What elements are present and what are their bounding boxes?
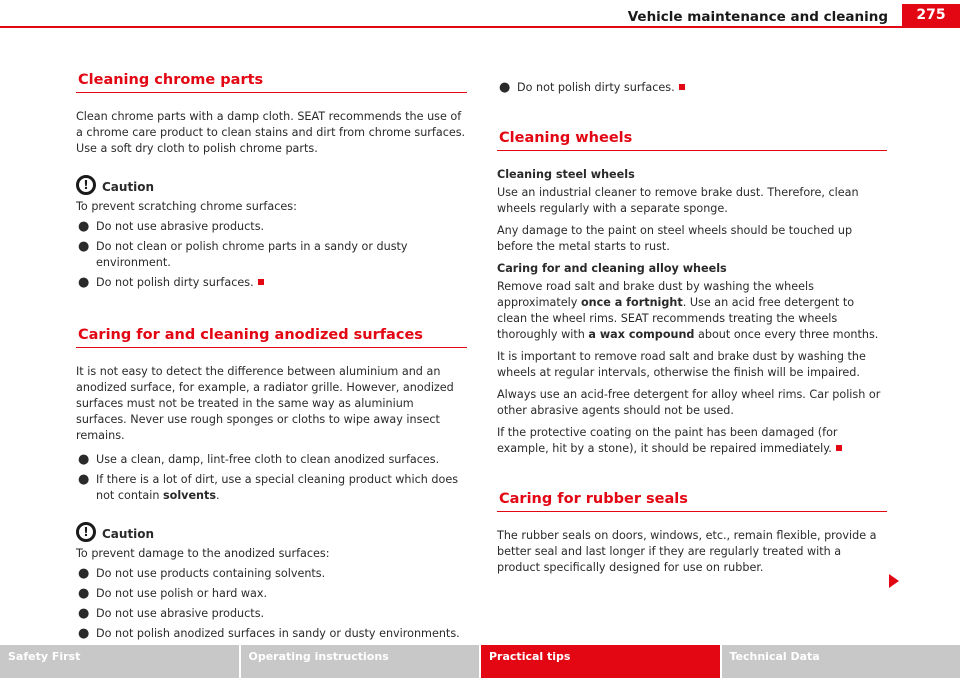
subheading-alloy-wheels: Caring for and cleaning alloy wheels [497, 262, 727, 275]
next-page-arrow-icon[interactable] [889, 574, 899, 588]
section-end-marker [258, 279, 264, 285]
section-end-marker [836, 445, 842, 451]
anodized-intro: It is not easy to detect the difference between aluminium and an anodized surface, for example, a radiator grille. However, anodized surfaces must not be treated in the same way as aluminium surfaces. Never use rough sponges or cloths to wipe away insect remains. [76, 365, 454, 442]
footer-nav [0, 645, 960, 678]
caution-title: Caution [102, 180, 155, 194]
list-item: ● Do not polish anodized surfaces in sandy or dusty environments. [78, 626, 460, 641]
footer-tab-safety-first[interactable]: Safety First [0, 645, 241, 678]
caution-intro: To prevent damage to the anodized surfaces: [76, 547, 330, 560]
page-number: 275 [902, 4, 960, 26]
caution-icon: ! [76, 522, 96, 542]
caution-intro: To prevent scratching chrome surfaces: [76, 200, 297, 213]
caution-block-chrome [76, 175, 467, 195]
alloy-paragraph-1: Remove road salt and brake dust by washing the wheels approximately once a fortnight. Use an acid free detergent to clean the wheel rims. SEAT recommends treating the wheels thoroughly with a wax compound about once every three months. [497, 280, 879, 341]
list-item: ● Do not polish dirty surfaces. [497, 80, 887, 96]
section-heading-anodized: Caring for and cleaning anodized surfaces [76, 327, 467, 348]
right-column [497, 72, 887, 576]
list-item: ● Do not use products containing solvents. [78, 566, 326, 581]
steel-paragraph-1: Use an industrial cleaner to remove brake dust. Therefore, clean wheels regularly with a separate sponge. [497, 186, 859, 215]
chrome-intro: Clean chrome parts with a damp cloth. SEAT recommends the use of a chrome care product to clean stains and dirt from chrome surfaces. Use a soft dry cloth to polish chrome parts. [76, 110, 466, 155]
section-heading-rubber: Caring for rubber seals [497, 491, 887, 512]
section-heading-chrome: Cleaning chrome parts [76, 72, 467, 93]
alloy-paragraph-2: It is important to remove road salt and brake dust by washing the wheels at regular intervals, otherwise the finish will be impaired. [497, 350, 866, 379]
left-column [76, 72, 467, 642]
caution-block-anodized [76, 522, 467, 542]
list-item: ● Use a clean, damp, lint-free cloth to clean anodized surfaces. [78, 452, 440, 467]
alloy-paragraph-3: Always use an acid-free detergent for alloy wheel rims. Car polish or other abrasive agents should not be used. [497, 388, 881, 417]
caution-icon: ! [76, 175, 96, 195]
list-item: ● If there is a lot of dirt, use a special cleaning product which does not contain solvents. [78, 472, 459, 502]
list-item: ● Do not use polish or hard wax. [78, 586, 268, 601]
list-item: ● Do not use abrasive products. [78, 219, 265, 234]
section-end-marker [679, 84, 685, 90]
footer-tab-technical-data[interactable]: Technical Data [722, 645, 960, 678]
page-header-title: Vehicle maintenance and cleaning [627, 9, 888, 25]
list-item: ● Do not clean or polish chrome parts in a sandy or dusty environment. [78, 239, 408, 269]
subheading-steel-wheels: Cleaning steel wheels [497, 168, 635, 181]
footer-tab-operating-instructions[interactable]: Operating instructions [241, 645, 482, 678]
steel-paragraph-2: Any damage to the paint on steel wheels should be touched up before the metal starts to rust. [497, 224, 853, 253]
caution-title: Caution [102, 527, 155, 541]
header-rule [0, 26, 960, 28]
list-item: ● Do not use abrasive products. [78, 606, 265, 621]
rubber-paragraph: The rubber seals on doors, windows, etc., remain flexible, provide a better seal and last longer if they are regularly treated with a product specifically designed for use on rubber. [497, 529, 877, 574]
footer-tab-practical-tips[interactable]: Practical tips [481, 645, 722, 678]
list-item: ● Do not polish dirty surfaces. [76, 275, 467, 291]
section-heading-wheels: Cleaning wheels [497, 130, 887, 151]
alloy-paragraph-4: If the protective coating on the paint has been damaged (for example, hit by a stone), it should be repaired immediately. [497, 425, 887, 457]
